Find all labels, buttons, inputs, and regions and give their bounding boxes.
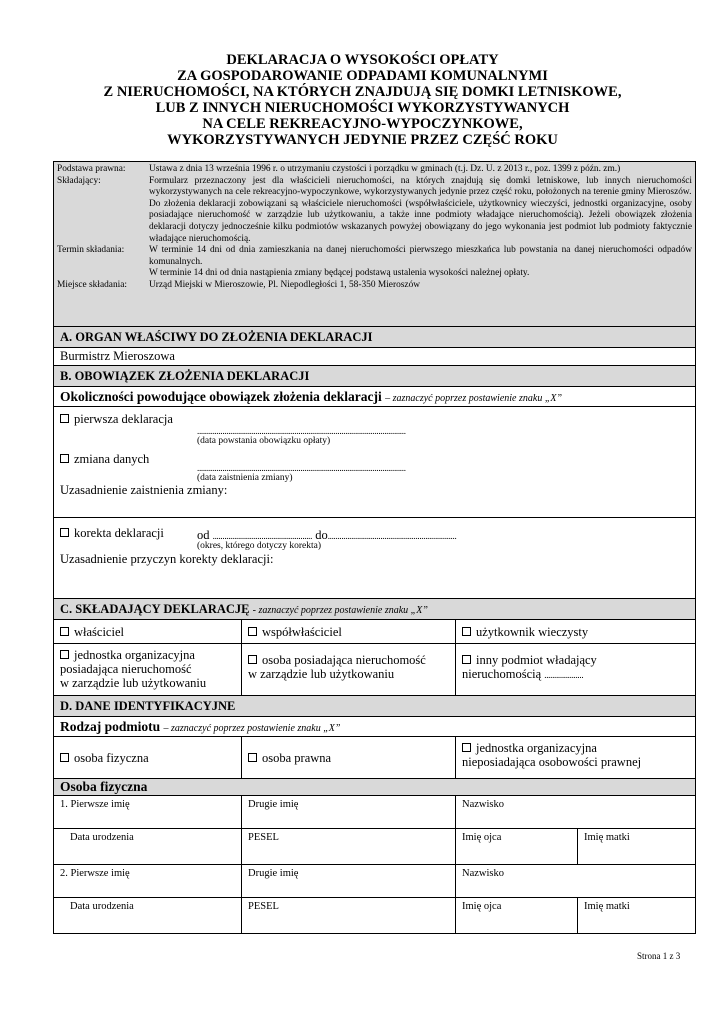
section-c-title: C. SKŁADAJĄCY DEKLARACJĘ (60, 602, 250, 616)
pesel-field[interactable]: PESEL (242, 829, 456, 864)
checkbox-icon[interactable] (60, 414, 69, 423)
title-line: LUB Z INNYCH NIERUCHOMOŚCI WYKORZYSTYWANYCH (155, 100, 570, 116)
person-1-details (53, 829, 696, 865)
podstawa-label: Podstawa prawna: (57, 164, 126, 174)
checkbox-icon[interactable] (60, 753, 69, 762)
person-2-names (53, 865, 696, 898)
option-pierwsza[interactable] (60, 412, 173, 427)
podstawa-text: Ustawa z dnia 13 września 1996 r. o utrzymaniu czystości i porządku w gminach (t.j. Dz. U. z 2013 r., poz. 1399 z późn. zm.) (149, 164, 621, 174)
checkbox-icon[interactable] (248, 655, 257, 664)
second-name-field[interactable]: Drugie imię (242, 865, 456, 897)
option-zmiana-label: zmiana danych (74, 452, 150, 466)
rodzaj-hint: – zaznaczyć poprzez postawienie znaku „X” (163, 723, 341, 734)
document-title (0, 52, 725, 148)
rodzaj-label: Rodzaj podmiotu (60, 719, 161, 734)
skladajacy-row-1 (53, 620, 696, 644)
option-wlasciciel[interactable] (54, 620, 242, 643)
checkbox-icon[interactable] (462, 655, 471, 664)
checkbox-icon[interactable] (60, 650, 69, 659)
intro-block (53, 161, 696, 327)
option-jednostka-bez-osobowosci[interactable] (456, 737, 695, 778)
option-osoba-posiadajaca[interactable] (242, 644, 456, 695)
option-pierwsza-label: pierwsza deklaracja (74, 412, 173, 426)
okolicznosci-hint: – zaznaczyć poprzez postawienie znaku „X” (385, 393, 563, 404)
checkbox-icon[interactable] (462, 743, 471, 752)
first-name-field[interactable]: 2. Pierwsze imię (54, 865, 242, 897)
title-line: WYKORZYSTYWANYCH JEDYNIE PRZEZ CZĘŚĆ ROKU (167, 132, 558, 148)
uzasadnienie-korekty-label: Uzasadnienie przyczyn korekty deklaracji: (60, 552, 274, 566)
option-zmiana[interactable] (60, 452, 149, 467)
caption-korekta: (okres, którego dotyczy korekta) (197, 541, 321, 551)
surname-field[interactable]: Nazwisko (462, 799, 504, 810)
person-1-names (53, 796, 696, 829)
skladajacy-text: Formularz przeznaczony jest dla właścicieli nieruchomości, na których znajdują się domki letniskowe, lub innych nieruchomości wykorzystywanych na cele rekreacyjno-wypoczynkowe, wykorzystywanych jedynie przez część roku, położonych na terenie gminy Mieroszów. (149, 175, 692, 198)
section-c-hint: - zaznaczyć poprzez postawienie znaku „X” (252, 605, 428, 616)
option-label: w zarządzie lub użytkowaniu (60, 676, 207, 690)
mother-name-field[interactable]: Imię matki (584, 832, 630, 843)
okolicznosci-label: Okoliczności powodujące obowiązek złożenia deklaracji (60, 389, 382, 404)
rodzaj-podmiotu-heading (53, 717, 696, 737)
father-name-field[interactable]: Imię ojca (456, 829, 578, 864)
option-uzytkownik-wieczysty[interactable] (456, 620, 695, 643)
title-line: DEKLARACJA O WYSOKOŚCI OPŁATY (226, 52, 499, 68)
termin-text-2: W terminie 14 dni od dnia nastąpienia zmiany będącej podstawą ustalenia wysokości należnej opłaty. (149, 268, 530, 279)
option-korekta-label: korekta deklaracji (74, 526, 164, 540)
osoba-fizyczna-heading: Osoba fizyczna (53, 779, 696, 796)
option-label: osoba posiadająca nieruchomość (262, 653, 426, 667)
od-label: od (197, 528, 210, 542)
date-line[interactable]: ........................................................................................................... (197, 426, 406, 436)
option-label: posiadająca nieruchomość (60, 662, 192, 676)
skladajacy-text-2: Do złożenia deklaracji zobowiązani są właściciele nieruchomości (współwłaściciele, użytkownicy wieczyści, jednostki organizacyjne, osoby posiadające nieruchomość w zarządzie lub użytkowaniu, a także inne podmioty władające nieruchomością). Jeżeli obowiązek złożenia deklaracji dotyczy jednocześnie kilku podmiotów wskazanych powyżej obowiązany do jego wykonania jest podmiot lub podmioty faktycznie władające nieruchomością. (149, 198, 692, 244)
date-line[interactable]: ........................................................................................................... (197, 463, 406, 473)
miejsce-label: Miejsce składania: (57, 279, 128, 290)
checkbox-icon[interactable] (60, 627, 69, 636)
miejsce-text: Urząd Miejski w Mieroszowie, Pl. Niepodległości 1, 58-350 Mieroszów (149, 279, 421, 290)
option-label: jednostka organizacyjna (476, 741, 597, 755)
caption-zmiana: (data zaistnienia zmiany) (197, 473, 293, 483)
divider (54, 517, 695, 518)
checkbox-icon[interactable] (60, 528, 69, 537)
birth-date-field[interactable]: Data urodzenia (54, 898, 242, 933)
first-name-field[interactable]: 1. Pierwsze imię (54, 796, 242, 828)
declaration-form (53, 161, 696, 934)
option-osoba-prawna[interactable] (242, 737, 456, 778)
option-label: w zarządzie lub użytkowaniu (248, 667, 395, 681)
section-b-options (53, 407, 696, 599)
option-jednostka-organizacyjna[interactable] (54, 644, 242, 695)
uzasadnienie-zmiany-label: Uzasadnienie zaistnienia zmiany: (60, 483, 228, 497)
option-label: inny podmiot władający (476, 653, 597, 667)
title-line: NA CELE REKREACYJNO-WYPOCZYNKOWE, (202, 116, 523, 132)
od-line[interactable]: ................................................... (212, 531, 313, 541)
checkbox-icon[interactable] (248, 627, 257, 636)
section-d-heading: D. DANE IDENTYFIKACYJNE (53, 696, 696, 717)
do-label: do (315, 528, 328, 542)
do-line[interactable]: .................................................................. (327, 531, 457, 541)
option-inny-podmiot[interactable] (456, 644, 695, 695)
option-osoba-fizyczna[interactable] (54, 737, 242, 778)
second-name-field[interactable]: Drugie imię (242, 796, 456, 828)
pesel-field[interactable]: PESEL (242, 898, 456, 933)
skladajacy-label: Składający: (57, 175, 101, 186)
skladajacy-row-2 (53, 644, 696, 696)
option-label: współwłaściciel (262, 624, 342, 639)
termin-label: Termin składania: (57, 245, 125, 256)
organ-value: Burmistrz Mieroszowa (53, 348, 696, 366)
option-label: właściciel (74, 624, 124, 639)
option-label: nieruchomością (462, 667, 542, 681)
inny-podmiot-line[interactable]: .................... (544, 670, 584, 680)
option-wspolwlasciciel[interactable] (242, 620, 456, 643)
section-c-heading (53, 599, 696, 620)
option-label: jednostka organizacyjna (74, 648, 195, 662)
option-label: osoba prawna (262, 750, 332, 765)
person-2-details (53, 898, 696, 934)
section-b-heading: B. OBOWIĄZEK ZŁOŻENIA DEKLARACJI (53, 366, 696, 387)
option-label: nieposiadająca osobowości prawnej (462, 755, 642, 769)
section-a-heading: A. ORGAN WŁAŚCIWY DO ZŁOŻENIA DEKLARACJI (53, 327, 696, 348)
option-label: osoba fizyczna (74, 750, 149, 765)
checkbox-icon[interactable] (462, 627, 471, 636)
checkbox-icon[interactable] (60, 454, 69, 463)
rodzaj-options (53, 737, 696, 779)
checkbox-icon[interactable] (248, 753, 257, 762)
page-number: Strona 1 z 3 (637, 951, 681, 961)
title-line: ZA GOSPODAROWANIE ODPADAMI KOMUNALNYMI (177, 68, 548, 84)
okolicznosci-heading (53, 387, 696, 407)
surname-field[interactable]: Nazwisko (462, 868, 504, 879)
mother-name-field[interactable]: Imię matki (584, 901, 630, 912)
option-korekta[interactable] (60, 526, 164, 541)
option-label: użytkownik wieczysty (476, 624, 589, 639)
title-line: Z NIERUCHOMOŚCI, NA KTÓRYCH ZNAJDUJĄ SIĘ DOMKI LETNISKOWE, (103, 84, 622, 100)
caption-pierwsza: (data powstania obowiązku opłaty) (197, 436, 331, 446)
termin-text: W terminie 14 dni od dnia zamieszkania na danej nieruchomości pierwszego mieszkańca lub powstania na danej nieruchomości odpadów komunalnych. (149, 245, 692, 267)
birth-date-field[interactable]: Data urodzenia (54, 829, 242, 864)
father-name-field[interactable]: Imię ojca (456, 898, 578, 933)
